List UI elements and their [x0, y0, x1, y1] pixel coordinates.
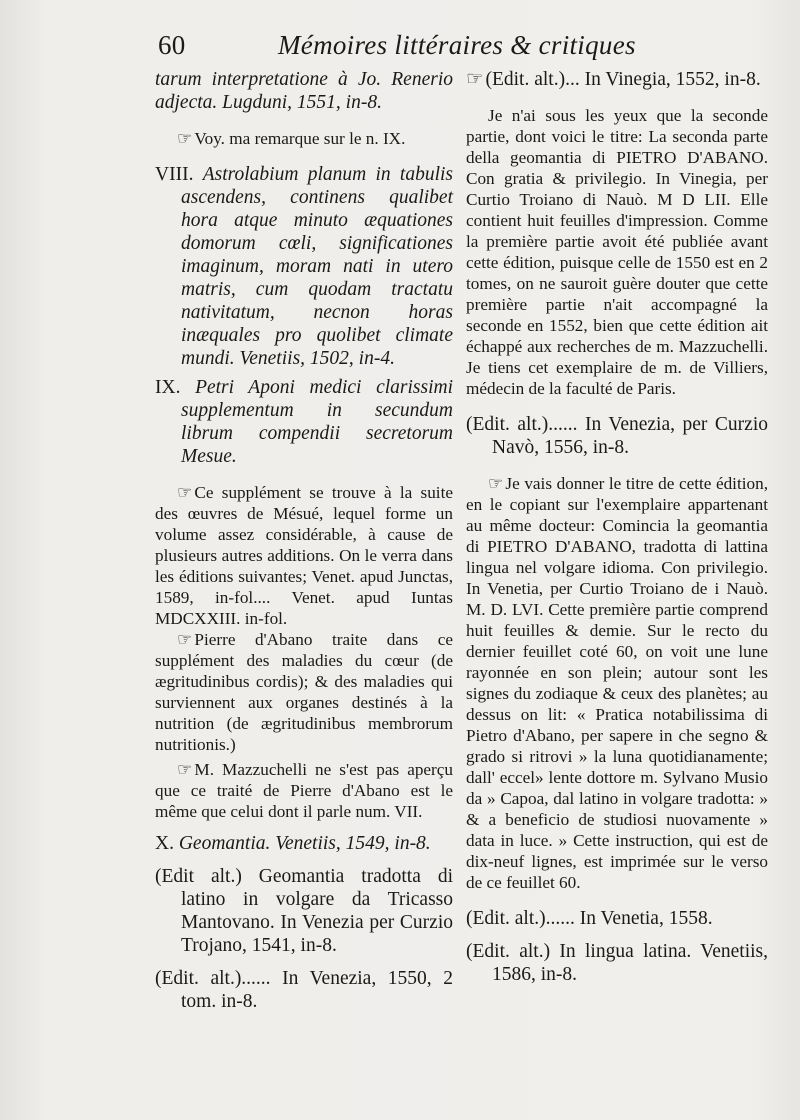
- page-number: 60: [158, 30, 186, 60]
- commentary-paragraph: [466, 473, 768, 893]
- edition-entry: (Edit alt.) Geomantia tradotta di latino in volgare da Tricasso Mantovano. In Venezia per Curzio Trojano, 1541, in-8.: [155, 866, 453, 956]
- commentary-text: Je vais donner le titre de cette édition, en le copiant sur l'exemplaire appartenant au même docteur: Comincia la geomantia di PIETRO D'ABANO, tradotta di lattina lingua nel volgare idioma. Con privilegio. In Venetia, per Curtio Troiano de i Nauò. M. D. LVI. Cette première partie comprend huit feuilles & demie. Sur le recto du dernier feuillet coté 60, on voit une lune rayonnée en son plein; autour sont les signes du zodiaque & ceux des planètes; au dessus on lit: « Pratica notabilissima di Pietro d'Abano, per sapere in che segno & grado si ritrovi » la luna quotidianamente; dall' eccel» lente dottore m. Sylvano Musio da » Capoa, dal latino in volgare tradotta: » & a beneficio de studiosi nuovamente » data in luce. » Cette instruction, qui est de dix-neuf lignes, est imprimée sur le verso de ce feuillet 60.: [466, 474, 768, 892]
- entry-ix: [155, 376, 453, 468]
- entry-x: [155, 832, 453, 855]
- entry-text: Petri Aponi medici clarissimi supplementum in secundum librum compendii secretorum Mesue.: [181, 377, 453, 467]
- entry-text: Geomantia. Venetiis, 1549, in-8.: [178, 833, 431, 854]
- commentary-text: Ce supplément se trouve à la suite des œuvres de Mésué, lequel forme un volume assez considérable, à cause de plusieurs autres additions. On le verra dans les éditions suivantes; Venet. apud Junctas, 1589, in-fol.... Venet. apud Iuntas MDCXXIII. in-fol.: [155, 483, 453, 628]
- edition-entry: (Edit. alt.)...... In Venezia, per Curzio Navò, 1556, in-8.: [466, 414, 768, 458]
- pointing-hand-icon: ☞: [488, 474, 504, 493]
- commentary-text: Pierre d'Abano traite dans ce supplément des maladies du cœur (de ægritudinibus cordis); & des maladies qui surviennent aux organes destinés à la nutrition (de ægritudinibus membrorum nutritionis.): [155, 630, 453, 754]
- commentary-paragraph: [155, 482, 453, 629]
- commentary-paragraph: [155, 629, 453, 755]
- pointing-hand-icon: ☞: [466, 69, 484, 90]
- pointing-hand-icon: ☞: [177, 630, 193, 649]
- entry-text: Astrolabium planum in tabulis ascendens, continens qualibet hora atque minuto æquationes domorum cœli, significationes imaginum, moram nati in utero matris, cum quodam tractatu nativitatum, necnon horas inæquales pro quolibet climate mundi. Venetiis, 1502, in-4.: [181, 164, 454, 369]
- edition-entry: (Edit. alt.)...... In Venetia, 1558.: [466, 908, 713, 929]
- entry-number: IX.: [155, 377, 181, 398]
- entry-viii: [155, 163, 453, 370]
- pointing-hand-icon: ☞: [177, 760, 193, 779]
- running-title: Mémoires littéraires & critiques: [278, 30, 636, 60]
- pointing-hand-icon: ☞: [177, 483, 193, 502]
- commentary-text: M. Mazzuchelli ne s'est pas aperçu que ce traité de Pierre d'Abano est le même que celui dont il parle num. VII.: [155, 760, 453, 821]
- edition-entry: (Edit. alt.) In lingua latina. Venetiis, 1586, in-8.: [466, 941, 768, 985]
- entry-number: VIII.: [155, 164, 194, 185]
- entry-text: (Edit. alt.)... In Vinegia, 1552, in-8.: [485, 69, 761, 90]
- pointing-hand-icon: ☞: [177, 129, 193, 148]
- commentary-paragraph: Je n'ai sous les yeux que la seconde partie, dont voici le titre: La seconda parte della geomantia di PIETRO D'ABANO. Con gratia & privilegio. In Vinegia, per Curtio Troiano di Nauò. M D LII. Elle contient huit feuilles d'impression. Comme la première partie avoit été publiée avant cette édition, puisque celle de 1550 est en 2 tomes, on ne sauroit guère douter que cette première partie n'ait accompagné la seconde en 1552, bien que cette édition ait échappé aux recherches de m. Mazzuchelli. Je tiens cet exemplaire de m. de Villiers, médecin de la faculté de Paris.: [466, 106, 768, 398]
- edition-entry: (Edit. alt.)...... In Venezia, 1550, 2 tom. in-8.: [155, 968, 453, 1012]
- right-column: [466, 68, 768, 986]
- left-column: [155, 68, 453, 1013]
- cross-reference-note: [155, 128, 453, 149]
- entry-number: X.: [155, 833, 174, 854]
- page-header: [150, 30, 650, 70]
- edition-entry: [466, 68, 768, 91]
- commentary-paragraph: [155, 759, 453, 822]
- entry-continuation: tarum interpretatione à Jo. Renerio adjecta. Lugduni, 1551, in-8.: [155, 69, 453, 113]
- note-text: Voy. ma remarque sur le n. IX.: [194, 129, 406, 148]
